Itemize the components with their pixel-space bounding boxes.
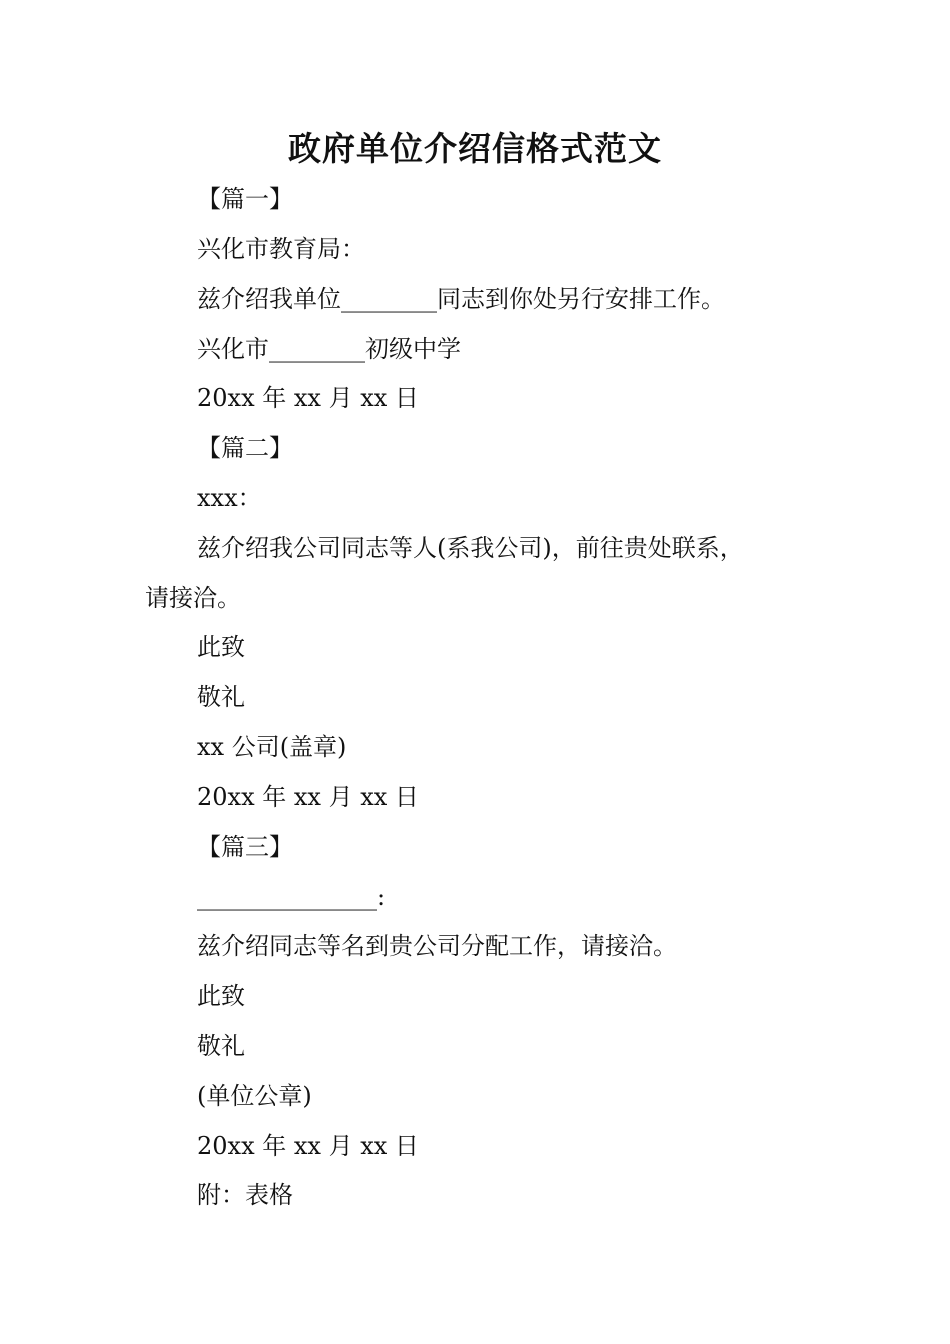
sender-line: 兴化市________初级中学 [197,335,461,363]
document-title: 政府单位介绍信格式范文 [288,129,662,168]
attachment-line: 附：表格 [197,1181,293,1209]
recipient-line: xxx： [197,484,262,512]
section-heading-2: 【篇二】 [197,434,293,462]
sender-line: (单位公章) [197,1082,312,1110]
salutation-line: 敬礼 [197,1032,245,1060]
recipient-line: _______________: [197,883,386,911]
body-line-continued: 请接洽。 [145,584,241,612]
body-line: 兹介绍我公司同志等人(系我公司)，前往贵处联系， [197,534,744,562]
body-line: 兹介绍同志等名到贵公司分配工作，请接洽。 [197,932,677,960]
date-line: 20xx 年 xx 月 xx 日 [197,1132,419,1160]
section-heading-3: 【篇三】 [197,833,293,861]
salutation-line: 敬礼 [197,683,245,711]
body-line: 兹介绍我单位________同志到你处另行安排工作。 [197,285,725,313]
date-line: 20xx 年 xx 月 xx 日 [197,384,419,412]
date-line: 20xx 年 xx 月 xx 日 [197,783,419,811]
sender-line: xx 公司(盖章) [197,733,347,761]
section-heading-1: 【篇一】 [197,185,293,213]
recipient-line: 兴化市教育局： [197,235,365,263]
closing-line: 此致 [197,633,245,661]
closing-line: 此致 [197,982,245,1010]
